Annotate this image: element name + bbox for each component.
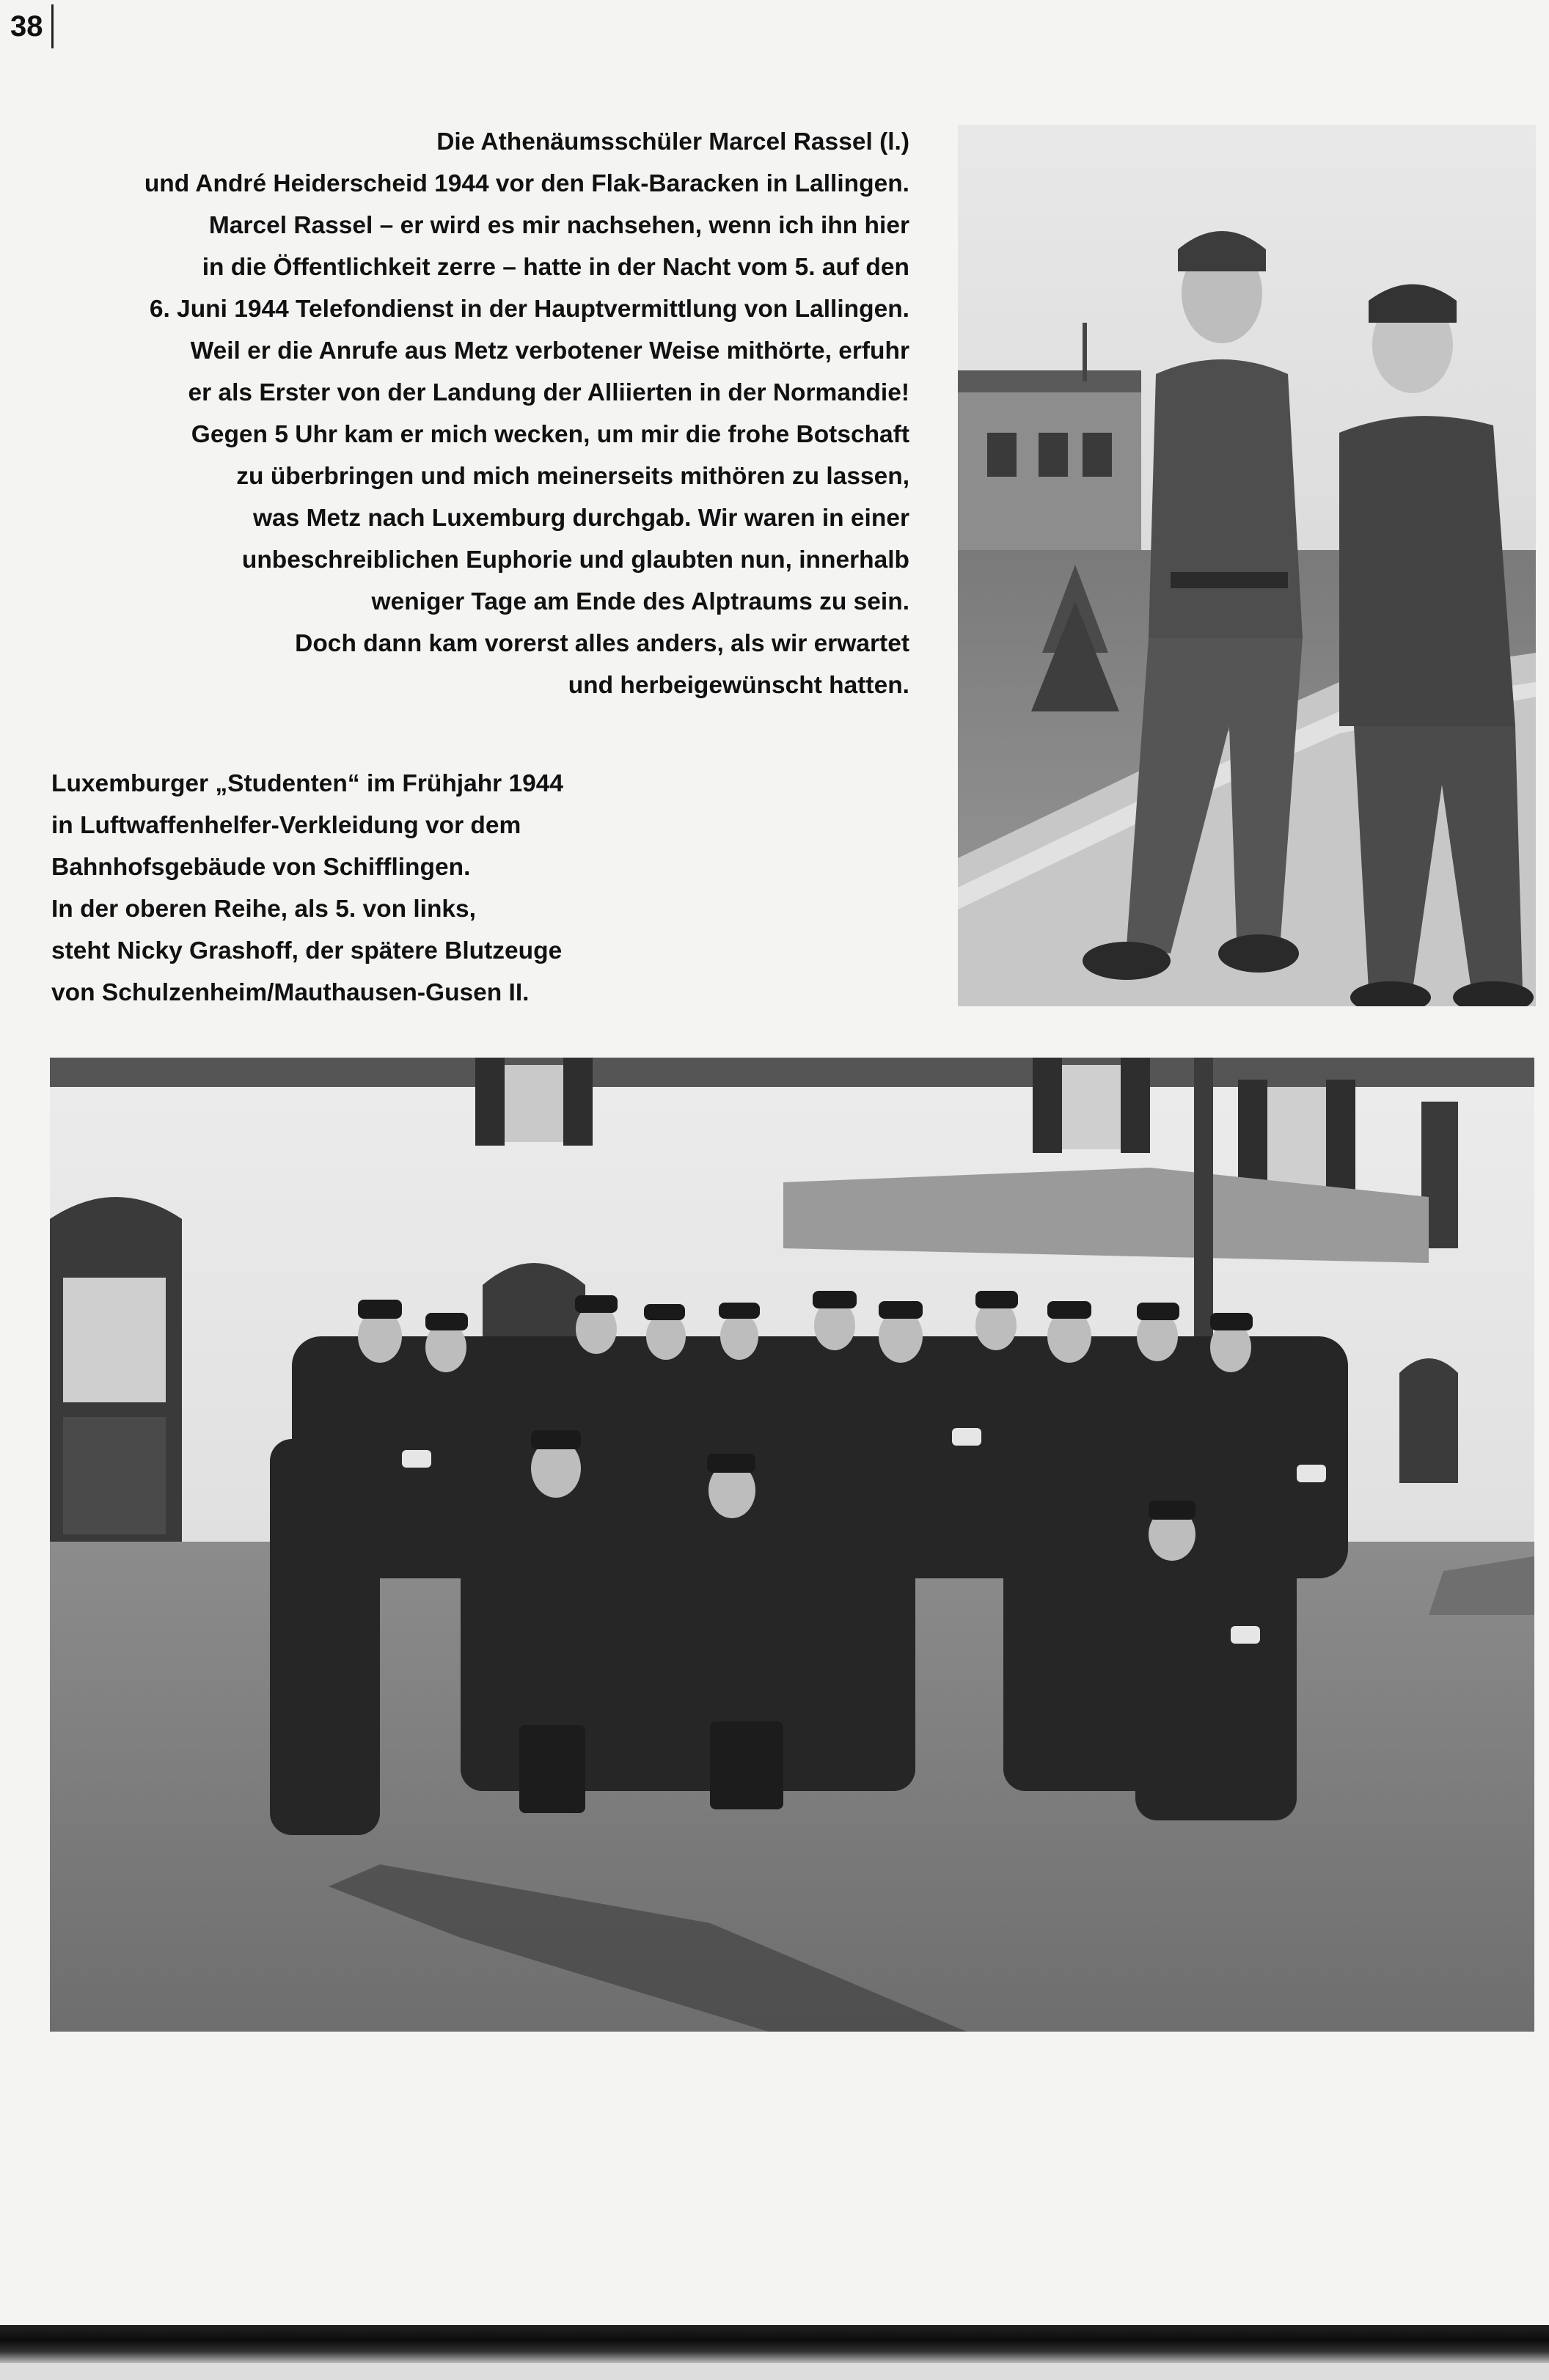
caption-top: [73, 121, 909, 706]
photo-two-students-image: [958, 125, 1536, 1006]
caption-left-line: in Luftwaffenhelfer-Verkleidung vor dem: [51, 812, 521, 839]
scan-edge-margin: [0, 2363, 1549, 2380]
photo-group-station-building: [50, 1058, 1534, 2032]
caption-left-line: Luxemburger „Studenten“ im Frühjahr 1944: [51, 770, 564, 797]
caption-left-line: steht Nicky Grashoff, der spätere Blutzeuge: [51, 937, 563, 964]
page-number-rule: [51, 4, 54, 48]
photo-two-students-barracks: [958, 125, 1536, 1006]
caption-left-line: von Schulzenheim/Mauthausen-Gusen II.: [51, 979, 530, 1006]
scan-edge-band: [0, 2325, 1549, 2363]
caption-top-line: was Metz nach Luxemburg durchgab. Wir waren in einer: [252, 505, 909, 532]
caption-top-line: in die Öffentlichkeit zerre – hatte in der Nacht vom 5. auf den: [202, 254, 909, 281]
caption-top-line: Die Athenäumsschüler Marcel Rassel (l.): [436, 128, 909, 155]
caption-top-line: Gegen 5 Uhr kam er mich wecken, um mir die frohe Botschaft: [191, 421, 909, 448]
caption-top-line: Marcel Rassel – er wird es mir nachsehen, wenn ich ihn hier: [208, 212, 909, 239]
caption-top-line: zu überbringen und mich meinerseits mithören zu lassen,: [236, 463, 909, 490]
caption-top-line: und André Heiderscheid 1944 vor den Flak-Baracken in Lallingen.: [144, 170, 909, 197]
caption-left-line: In der oberen Reihe, als 5. von links,: [51, 896, 476, 923]
caption-top-line: weniger Tage am Ende des Alptraums zu sein.: [371, 588, 909, 615]
caption-left: [51, 763, 609, 1014]
caption-top-line: unbeschreiblichen Euphorie und glaubten nun, innerhalb: [241, 546, 909, 574]
caption-top-line: Weil er die Anrufe aus Metz verbotener Weise mithörte, erfuhr: [190, 337, 909, 365]
caption-top-line: und herbeigewünscht hatten.: [568, 672, 909, 699]
caption-top-line: Doch dann kam vorerst alles anders, als wir erwartet: [295, 630, 909, 657]
photo-group-image: [50, 1058, 1534, 2032]
caption-left-line: Bahnhofsgebäude von Schifflingen.: [51, 854, 471, 881]
page-number: 38: [10, 10, 43, 43]
caption-top-line: 6. Juni 1944 Telefondienst in der Hauptvermittlung von Lallingen.: [149, 296, 909, 323]
caption-top-line: er als Erster von der Landung der Alliierten in der Normandie!: [188, 379, 909, 406]
